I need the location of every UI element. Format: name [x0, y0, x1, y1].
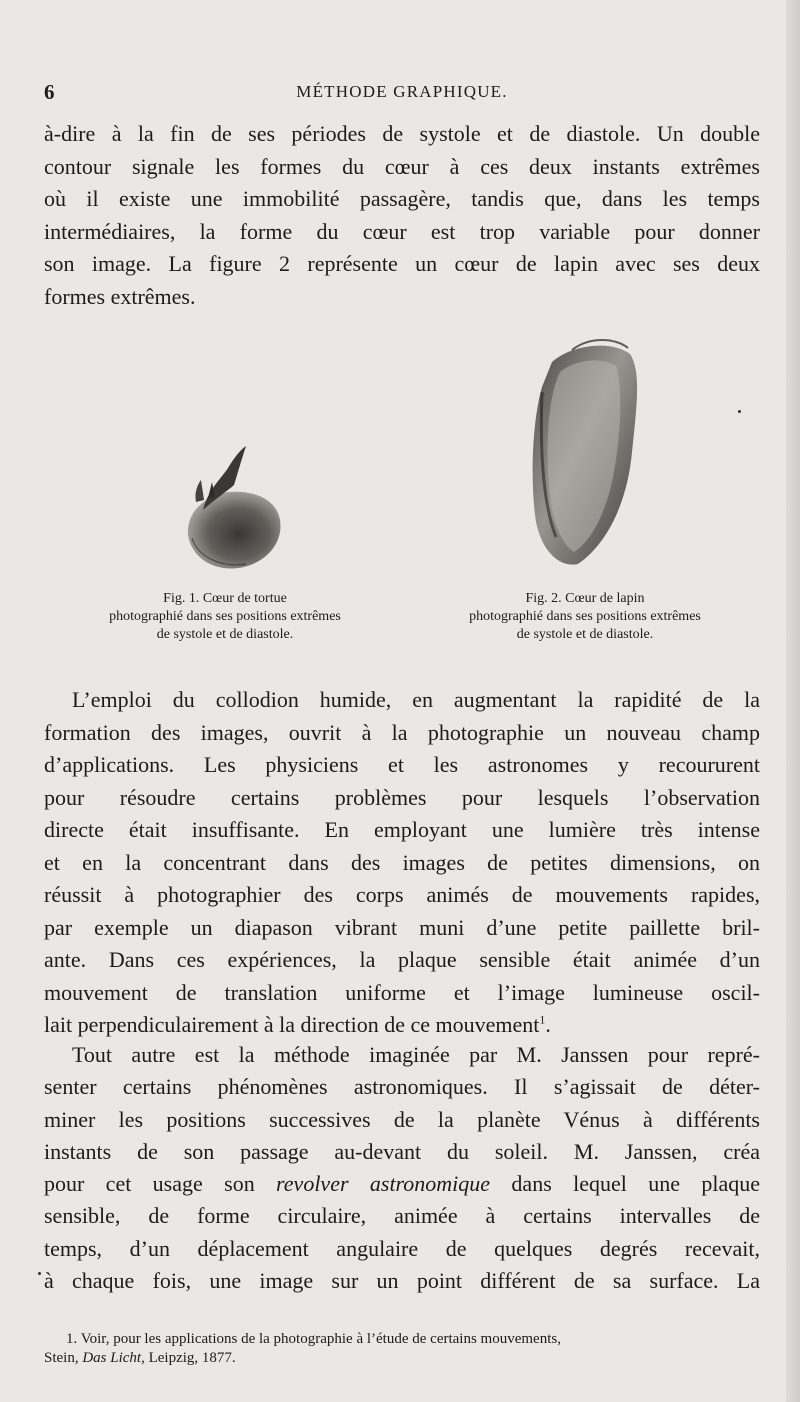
page-number: 6	[44, 80, 55, 104]
rabbit-heart-figure	[512, 332, 654, 572]
running-title: MÉTHODE GRAPHIQUE.	[296, 82, 508, 101]
caption-line: photographié dans ses positions extrêmes	[109, 609, 341, 624]
caption-title: Fig. 1. Cœur de tortue	[163, 591, 287, 606]
text-line	[44, 1168, 760, 1200]
text-line: L’emploi du collodion humide, en augmentant la rapidité de la	[72, 687, 760, 712]
footnote	[44, 1330, 760, 1368]
text-line: et en la concentrant dans des images de petites dimensions, on	[44, 849, 760, 875]
paragraph-1	[44, 118, 760, 314]
italic-title: Das Licht	[82, 1350, 142, 1366]
text-line: à-dire à la fin de ses périodes de systole et de diastole. Un double	[44, 121, 760, 146]
paragraph-3	[44, 1039, 760, 1297]
page-edge-shadow	[786, 0, 800, 1402]
text-line: formation des images, ouvrit à la photographie un nouveau champ	[44, 719, 760, 745]
caption-line: de systole et de diastole.	[516, 627, 654, 642]
print-speck	[38, 1272, 41, 1275]
text-line: par exemple un diapason vibrant muni d’une petite paillette bril-	[44, 914, 760, 940]
text-line: sensible, de forme circulaire, animée à certains intervalles de	[44, 1203, 760, 1229]
figure-1-caption	[70, 590, 380, 644]
text-line: Tout autre est la méthode imaginée par M. Janssen pour repré-	[72, 1042, 760, 1067]
text-line: senter certains phénomènes astronomiques. Il s’agissait de déter-	[44, 1074, 760, 1100]
text-line: réussit à photographier des corps animés de mouvements rapides,	[44, 882, 760, 908]
text-line: miner les positions successives de la planète Vénus à différents	[44, 1106, 760, 1132]
text-line: directe était insuffisante. En employant une lumière très intense	[44, 817, 760, 843]
caption-title: Fig. 2. Cœur de lapin	[525, 591, 645, 606]
text-line: intermédiaires, la forme du cœur est trop variable pour donner	[44, 218, 760, 244]
footnote-line	[44, 1349, 760, 1368]
text-segment: lait perpendiculairement à la direction de ce mouvement	[44, 1012, 540, 1038]
text-segment: Stein,	[44, 1350, 83, 1366]
text-line: formes extrêmes.	[44, 283, 196, 309]
turtle-heart-figure	[168, 440, 298, 585]
text-line: contour signale les formes du cœur à ces deux instants extrêmes	[44, 153, 760, 179]
running-head	[44, 80, 760, 110]
paragraph-2	[44, 684, 760, 1042]
caption-line: de systole et de diastole.	[156, 627, 294, 642]
text-line: temps, d’un déplacement angulaire de quelques degrés recevait,	[44, 1235, 760, 1261]
text-segment: , Leipzig, 1877.	[141, 1350, 236, 1366]
text-line: mouvement de translation uniforme et l’image lumineuse oscil-	[44, 979, 760, 1005]
print-speck	[738, 410, 741, 413]
caption-line: photographié dans ses positions extrêmes	[469, 609, 701, 624]
text-line: d’applications. Les physiciens et les astronomes y recoururent	[44, 752, 760, 778]
figure-2-caption	[425, 590, 745, 644]
italic-term: revolver astronomique	[276, 1171, 491, 1197]
footnote-reference[interactable]: 1	[539, 1013, 546, 1028]
text-line: à chaque fois, une image sur un point différent de sa surface. La	[44, 1268, 760, 1294]
text-line: ante. Dans ces expériences, la plaque sensible était animée d’un	[44, 947, 760, 973]
text-segment: pour cet usage son	[44, 1171, 277, 1197]
text-line: où il existe une immobilité passagère, tandis que, dans les temps	[44, 186, 760, 212]
text-line: son image. La figure 2 représente un cœur de lapin avec ses deux	[44, 251, 760, 277]
text-segment: dans lequel une plaque	[490, 1171, 760, 1197]
footnote-line: 1. Voir, pour les applications de la photographie à l’étude de certains mouvements,	[66, 1331, 561, 1347]
text-line: lait perpendiculairement à la direction de ce mouvement$^1$.	[44, 1012, 551, 1038]
text-line: pour résoudre certains problèmes pour lesquels l’observation	[44, 784, 760, 810]
text-line: instants de son passage au-devant du soleil. M. Janssen, créa	[44, 1138, 760, 1164]
